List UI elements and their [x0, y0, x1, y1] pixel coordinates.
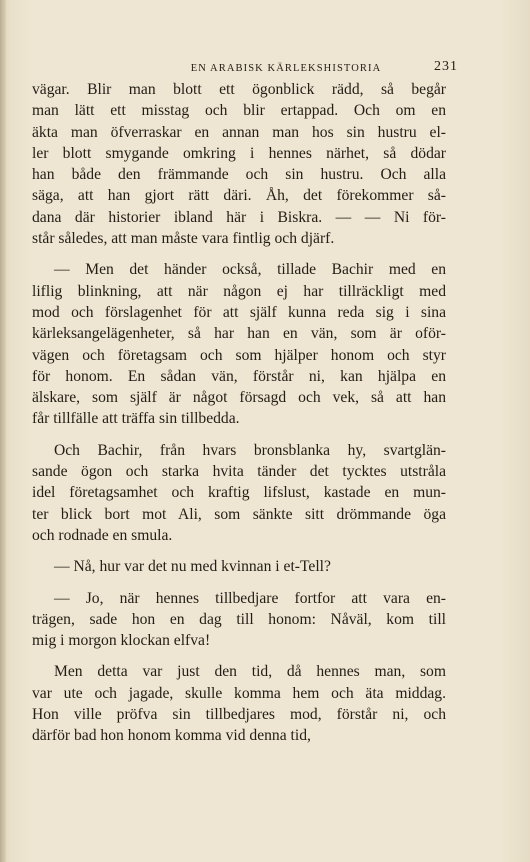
text-line: står således, att man måste vara fintlig och djärf. — [32, 230, 335, 248]
text-line: äkta man öfverraskar en annan man hos sin hustru el- — [32, 123, 446, 141]
text-line: sande ögon och starka hvita tänder det tycktes utstråla — [32, 463, 446, 481]
paragraph-gap — [32, 546, 446, 556]
paragraph-gap — [32, 249, 446, 259]
text-line: Och Bachir, från hvars bronsblanka hy, svartglän- — [54, 441, 446, 459]
text-line: för honom. En sådan vän, förstår ni, kan hjälpa en — [32, 367, 446, 385]
body-text — [32, 79, 446, 747]
paragraph — [32, 556, 446, 577]
text-line: — Men det händer också, tillade Bachir med en — [54, 261, 446, 279]
page-number: 231 — [434, 59, 458, 74]
text-line: han både den främmande och sin hustru. Och alla — [32, 166, 446, 184]
running-title: EN ARABISK KÄRLEKSHISTORIA — [190, 63, 382, 74]
text-line: var ute och jagade, skulle komma hem och äta middag. — [32, 684, 446, 702]
text-line: idel företagsamhet och kraftig lifslust, kastade en mun- — [32, 484, 446, 502]
text-line: Men detta var just den tid, då hennes man, som — [54, 663, 446, 681]
text-line: Hon ville pröfva sin tillbedjares mod, förstår ni, och — [32, 706, 446, 724]
text-line: — Jo, när hennes tillbedjare fortfor att vara en- — [54, 589, 446, 607]
text-line: därför bad hon honom komma vid denna tid, — [32, 727, 311, 745]
text-line: får tillfälle att träffa sin tillbedda. — [32, 410, 240, 428]
text-line: mig i morgon klockan elfva! — [32, 632, 211, 650]
paragraph — [32, 79, 446, 249]
text-line: liflig blinkning, att när någon ej har tillräckligt med — [32, 282, 446, 300]
text-line: älskare, som själf är något försagd och vek, så att han — [32, 389, 446, 407]
page-spine-shadow — [0, 0, 6, 862]
text-line: dana där historier ibland här i Biskra. — — Ni för- — [32, 208, 446, 226]
text-line: ler blott smygande omkring i hennes närhet, så dödar — [32, 144, 446, 162]
text-line: — Nå, hur var det nu med kvinnan i et-Tell? — [54, 558, 331, 576]
paragraph-gap — [32, 651, 446, 661]
text-line: säga, att han gjort rätt däri. Åh, det förekommer så- — [32, 187, 446, 205]
text-line: vägen och företagsam och som hjälper honom och styr — [32, 346, 446, 364]
text-line: och rodnade en smula. — [32, 526, 173, 544]
paragraph — [32, 588, 446, 652]
text-line: mod och förslagenhet för att själf kunna reda sig i sina — [32, 303, 446, 321]
paragraph-gap — [32, 578, 446, 588]
paragraph — [32, 661, 446, 746]
text-line: ter blick bort mot Ali, som sänkte sitt drömmande öga — [32, 505, 446, 523]
text-line: man lätt ett misstag och blir ertappad. Och om en — [32, 102, 446, 120]
paragraph-gap — [32, 430, 446, 440]
text-line: vägar. Blir man blott ett ögonblick rädd, så begår — [32, 81, 446, 98]
text-line: kärleksangelägenheter, så har han en vän, som är oför- — [32, 325, 446, 343]
paragraph — [32, 259, 446, 429]
paragraph — [32, 440, 446, 546]
text-line: trägen, sade hon en dag till honom: Nåväl, kom till — [32, 610, 446, 628]
